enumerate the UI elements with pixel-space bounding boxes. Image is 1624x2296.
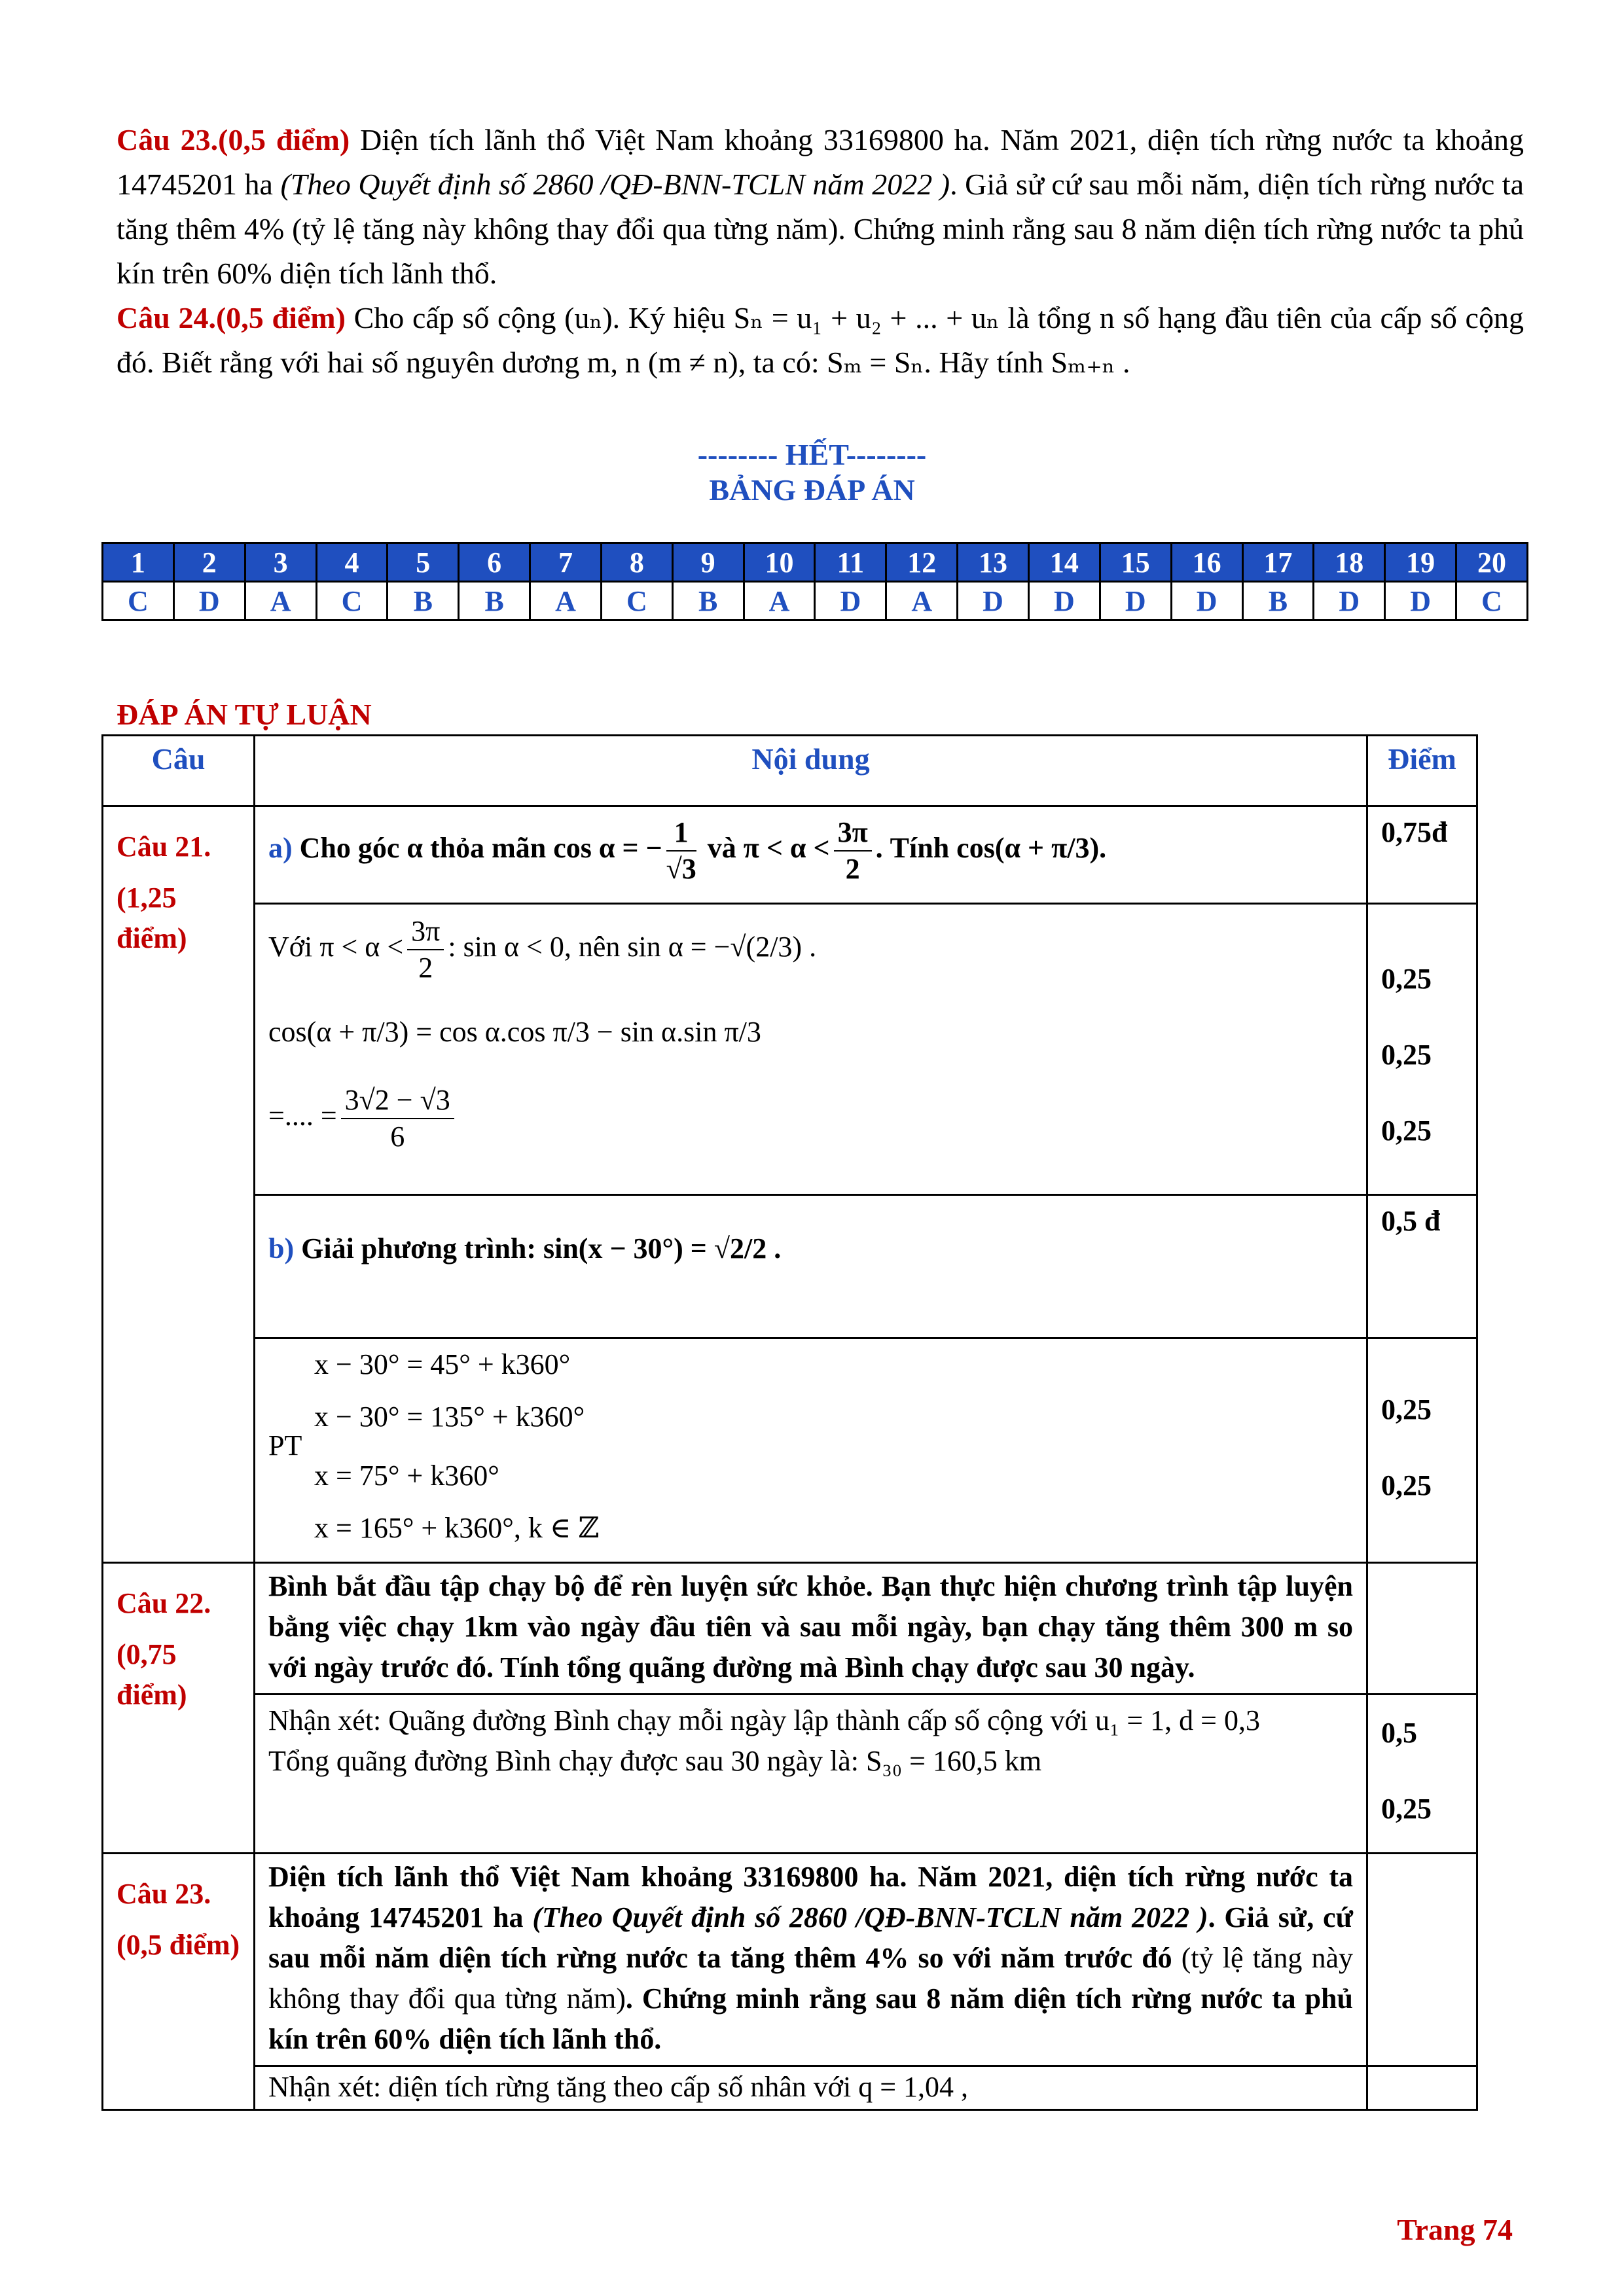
answer-key-number-7: 7 bbox=[530, 543, 602, 582]
q23-label: Câu 23. bbox=[117, 123, 219, 156]
c21-question-cell bbox=[103, 806, 255, 1563]
page-number: Trang 74 bbox=[1397, 2213, 1513, 2246]
c23-row-solution bbox=[103, 2066, 1477, 2110]
c21-b-solution bbox=[255, 1338, 1367, 1563]
q24-label: Câu 24. bbox=[117, 301, 216, 334]
answer-key-answer-17: B bbox=[1242, 582, 1314, 620]
answer-key-answer-1: C bbox=[103, 582, 174, 620]
c23-problem-1: Diện tích lãnh thổ Việt Nam khoảng 33169800 ha. Năm 2021, diện tích rừng nước ta khoảng 14745201 ha bbox=[268, 1861, 1353, 1933]
answer-key-numbers-row bbox=[103, 543, 1528, 582]
answer-key-title: BẢNG ĐÁP ÁN bbox=[709, 473, 915, 507]
c21-sol-2: cos(α + π/3) = cos α.cos π/3 − sin α.sin π/3 bbox=[268, 1016, 761, 1048]
c21-pt-2: x − 30° = 135° + k360° bbox=[314, 1401, 585, 1433]
answer-key-number-5: 5 bbox=[388, 543, 459, 582]
c22-sol-2: Tổng quãng đường Bình chạy được sau 30 ngày là: S₃₀ = 160,5 km bbox=[268, 1745, 1042, 1777]
answer-key-answer-10: A bbox=[744, 582, 815, 620]
c21-row-b bbox=[103, 1195, 1477, 1338]
answer-key-number-15: 15 bbox=[1100, 543, 1171, 582]
c23-problem-score bbox=[1367, 1854, 1477, 2066]
answer-key-answer-7: A bbox=[530, 582, 602, 620]
answer-key-number-4: 4 bbox=[316, 543, 388, 582]
answer-key-number-19: 19 bbox=[1385, 543, 1456, 582]
c21-sol-3: =.... = $\frac{3√2 - √3}{6}$ bbox=[268, 1083, 1353, 1155]
answer-key-number-14: 14 bbox=[1028, 543, 1100, 582]
answer-key-answer-5: B bbox=[388, 582, 459, 620]
answer-key-answer-4: C bbox=[316, 582, 388, 620]
answer-key-table bbox=[101, 542, 1528, 621]
c23-row-problem bbox=[103, 1854, 1477, 2066]
q23-text-1: Diện tích lãnh thổ Việt Nam khoảng 33169800 ha. Năm 2021, diện tích rừng nước ta khoảng 14745201 ha bbox=[117, 123, 1524, 201]
header-score: Điểm bbox=[1367, 736, 1477, 806]
answer-key-number-18: 18 bbox=[1314, 543, 1385, 582]
c23-problem-3: (tỷ lệ tăng này không thay đổi qua từng năm) bbox=[268, 1942, 1353, 2015]
c23-problem bbox=[255, 1854, 1367, 2066]
c23-solution: Nhận xét: diện tích rừng tăng theo cấp số nhân với q = 1,04 , bbox=[255, 2066, 1367, 2110]
c21-s1: 0,25 bbox=[1381, 963, 1432, 995]
answer-key-answer-9: B bbox=[672, 582, 744, 620]
answer-key-number-9: 9 bbox=[672, 543, 744, 582]
answer-key-number-17: 17 bbox=[1242, 543, 1314, 582]
answer-key-answer-18: D bbox=[1314, 582, 1385, 620]
c23-label: Câu 23. bbox=[117, 1878, 211, 1910]
c21-a-solution bbox=[255, 904, 1367, 1195]
answer-key-number-2: 2 bbox=[173, 543, 245, 582]
answer-key-number-12: 12 bbox=[886, 543, 958, 582]
c22-problem-score bbox=[1367, 1563, 1477, 1695]
answer-key-answer-13: D bbox=[958, 582, 1029, 620]
c21-a-fraction-2: $\frac{3\pi}{2}$ bbox=[834, 815, 872, 887]
essay-header-row bbox=[103, 736, 1477, 806]
q23-source: (Theo Quyết định số 2860 /QĐ-BNN-TCLN năm 2022 ) bbox=[280, 168, 950, 201]
c21-a-fraction: $\frac{1}{√3}$ bbox=[666, 816, 696, 885]
answer-key-answer-2: D bbox=[173, 582, 245, 620]
answer-key-number-20: 20 bbox=[1456, 543, 1528, 582]
c22-row-problem bbox=[103, 1563, 1477, 1695]
c21-s4: 0,25 bbox=[1381, 1393, 1432, 1426]
c21-row-b-solution bbox=[103, 1338, 1477, 1563]
answer-key-answer-3: A bbox=[245, 582, 316, 620]
c22-row-solution bbox=[103, 1695, 1477, 1854]
c21-a-label: a) bbox=[268, 832, 293, 865]
c22-label: Câu 22. bbox=[117, 1587, 211, 1619]
essay-section-title: ĐÁP ÁN TỰ LUẬN bbox=[117, 698, 372, 731]
c23-problem-2: . Giả sử, cứ sau mỗi năm diện tích rừng nước ta tăng thêm 4% so với năm trước đó bbox=[268, 1901, 1353, 1974]
answer-key-number-11: 11 bbox=[815, 543, 886, 582]
c21-part-b bbox=[255, 1195, 1367, 1338]
answer-key-number-8: 8 bbox=[601, 543, 672, 582]
c22-s1: 0,5 bbox=[1381, 1717, 1417, 1749]
essay-answer-table bbox=[101, 734, 1478, 2111]
answer-key-answer-20: C bbox=[1456, 582, 1528, 620]
c21-pt-1: x − 30° = 45° + k360° bbox=[314, 1348, 571, 1380]
answer-key-answer-8: C bbox=[601, 582, 672, 620]
answer-key-number-6: 6 bbox=[459, 543, 530, 582]
c21-points: (1,25 điểm) bbox=[117, 882, 187, 954]
answer-key-number-13: 13 bbox=[958, 543, 1029, 582]
q23-points: (0,5 điểm) bbox=[218, 123, 350, 156]
end-title: -------- HẾT-------- bbox=[697, 438, 927, 471]
c22-solution-scores bbox=[1367, 1695, 1477, 1854]
question-23 bbox=[117, 118, 1524, 296]
answer-key-number-3: 3 bbox=[245, 543, 316, 582]
c21-a-text-1: Cho góc α thỏa mãn cos α = − bbox=[299, 832, 662, 865]
answer-key-answers-row bbox=[103, 582, 1528, 620]
c21-pt-label: PT bbox=[268, 1429, 302, 1462]
c21-b-solution-scores bbox=[1367, 1338, 1477, 1563]
c22-question-cell bbox=[103, 1563, 255, 1854]
answer-key-answer-15: D bbox=[1100, 582, 1171, 620]
c21-b-label: b) bbox=[268, 1232, 295, 1265]
c22-problem: Bình bắt đầu tập chạy bộ để rèn luyện sức khỏe. Bạn thực hiện chương trình tập luyện bằng việc chạy 1km vào ngày đầu tiên và sau mỗi ngày, bạn chạy tăng thêm 300 m so với ngày trước đó. Tính tổng quãng đường mà Bình chạy được sau 30 ngày. bbox=[255, 1563, 1367, 1695]
answer-key-answer-16: D bbox=[1171, 582, 1242, 620]
q23-text-2: . Giả sử cứ sau mỗi năm, diện tích rừng nước ta tăng thêm 4% (tỷ lệ tăng này không thay đổi qua từng năm). Chứng minh rằng sau 8 năm diện tích rừng nước ta phủ kín trên 60% diện tích lãnh thổ. bbox=[117, 168, 1524, 290]
c23-points: (0,5 điểm) bbox=[117, 1929, 240, 1961]
answer-key-answer-11: D bbox=[815, 582, 886, 620]
c22-s2: 0,25 bbox=[1381, 1793, 1432, 1825]
answer-key-number-10: 10 bbox=[744, 543, 815, 582]
c21-s5: 0,25 bbox=[1381, 1469, 1432, 1501]
c21-label: Câu 21. bbox=[117, 831, 211, 863]
c22-solution bbox=[255, 1695, 1367, 1854]
answer-key-answer-12: A bbox=[886, 582, 958, 620]
header-question: Câu bbox=[103, 736, 255, 806]
c21-a-text-3: . Tính cos(α + π/3). bbox=[875, 832, 1107, 865]
c21-pt-4: x = 165° + k360°, k ∈ ℤ bbox=[314, 1512, 600, 1544]
c23-problem-source: (Theo Quyết định số 2860 /QĐ-BNN-TCLN năm 2022 ) bbox=[532, 1901, 1208, 1933]
answer-key-number-1: 1 bbox=[103, 543, 174, 582]
c21-b-text: Giải phương trình: sin(x − 30°) = √2/2 . bbox=[301, 1232, 782, 1265]
c22-sol-1: Nhận xét: Quãng đường Bình chạy mỗi ngày lập thành cấp số cộng với u₁ = 1, d = 0,3 bbox=[268, 1704, 1260, 1736]
c21-a-text-2: và π < α < bbox=[707, 832, 830, 865]
c21-row-a bbox=[103, 806, 1477, 904]
question-24 bbox=[117, 296, 1524, 385]
c21-sol-1: Với π < α < $\frac{3\pi}{2}$ : sin α < 0, nên sin α = −√(2/3) . bbox=[268, 915, 817, 984]
c21-pt-3: x = 75° + k360° bbox=[314, 1460, 499, 1492]
q24-text: Cho cấp số cộng (uₙ). Ký hiệu Sₙ = u₁ + u₂ + ... + uₙ là tổng n số hạng đầu tiên của cấp số cộng đó. Biết rằng với hai số nguyên dương m, n (m ≠ n), ta có: Sₘ = Sₙ. Hãy tính Sₘ₊ₙ . bbox=[117, 301, 1524, 379]
q24-points: (0,5 điểm) bbox=[215, 301, 346, 334]
c22-points: (0,75 điểm) bbox=[117, 1638, 187, 1711]
c23-question-cell bbox=[103, 1854, 255, 2110]
c21-b-score: 0,5 đ bbox=[1367, 1195, 1477, 1338]
answer-key-answer-6: B bbox=[459, 582, 530, 620]
c21-a-solution-scores bbox=[1367, 904, 1477, 1195]
c21-s3: 0,25 bbox=[1381, 1115, 1432, 1147]
c23-problem-4: . Chứng minh rằng sau 8 năm diện tích rừng nước ta phủ kín trên 60% diện tích lãnh thổ. bbox=[268, 1982, 1353, 2055]
header-content: Nội dung bbox=[255, 736, 1367, 806]
c21-s2: 0,25 bbox=[1381, 1039, 1432, 1071]
c21-row-a-solution bbox=[103, 904, 1477, 1195]
answer-key-answer-19: D bbox=[1385, 582, 1456, 620]
answer-key-answer-14: D bbox=[1028, 582, 1100, 620]
c21-part-a bbox=[255, 806, 1367, 904]
c21-a-score: 0,75đ bbox=[1367, 806, 1477, 904]
c23-solution-score bbox=[1367, 2066, 1477, 2110]
answer-key-number-16: 16 bbox=[1171, 543, 1242, 582]
